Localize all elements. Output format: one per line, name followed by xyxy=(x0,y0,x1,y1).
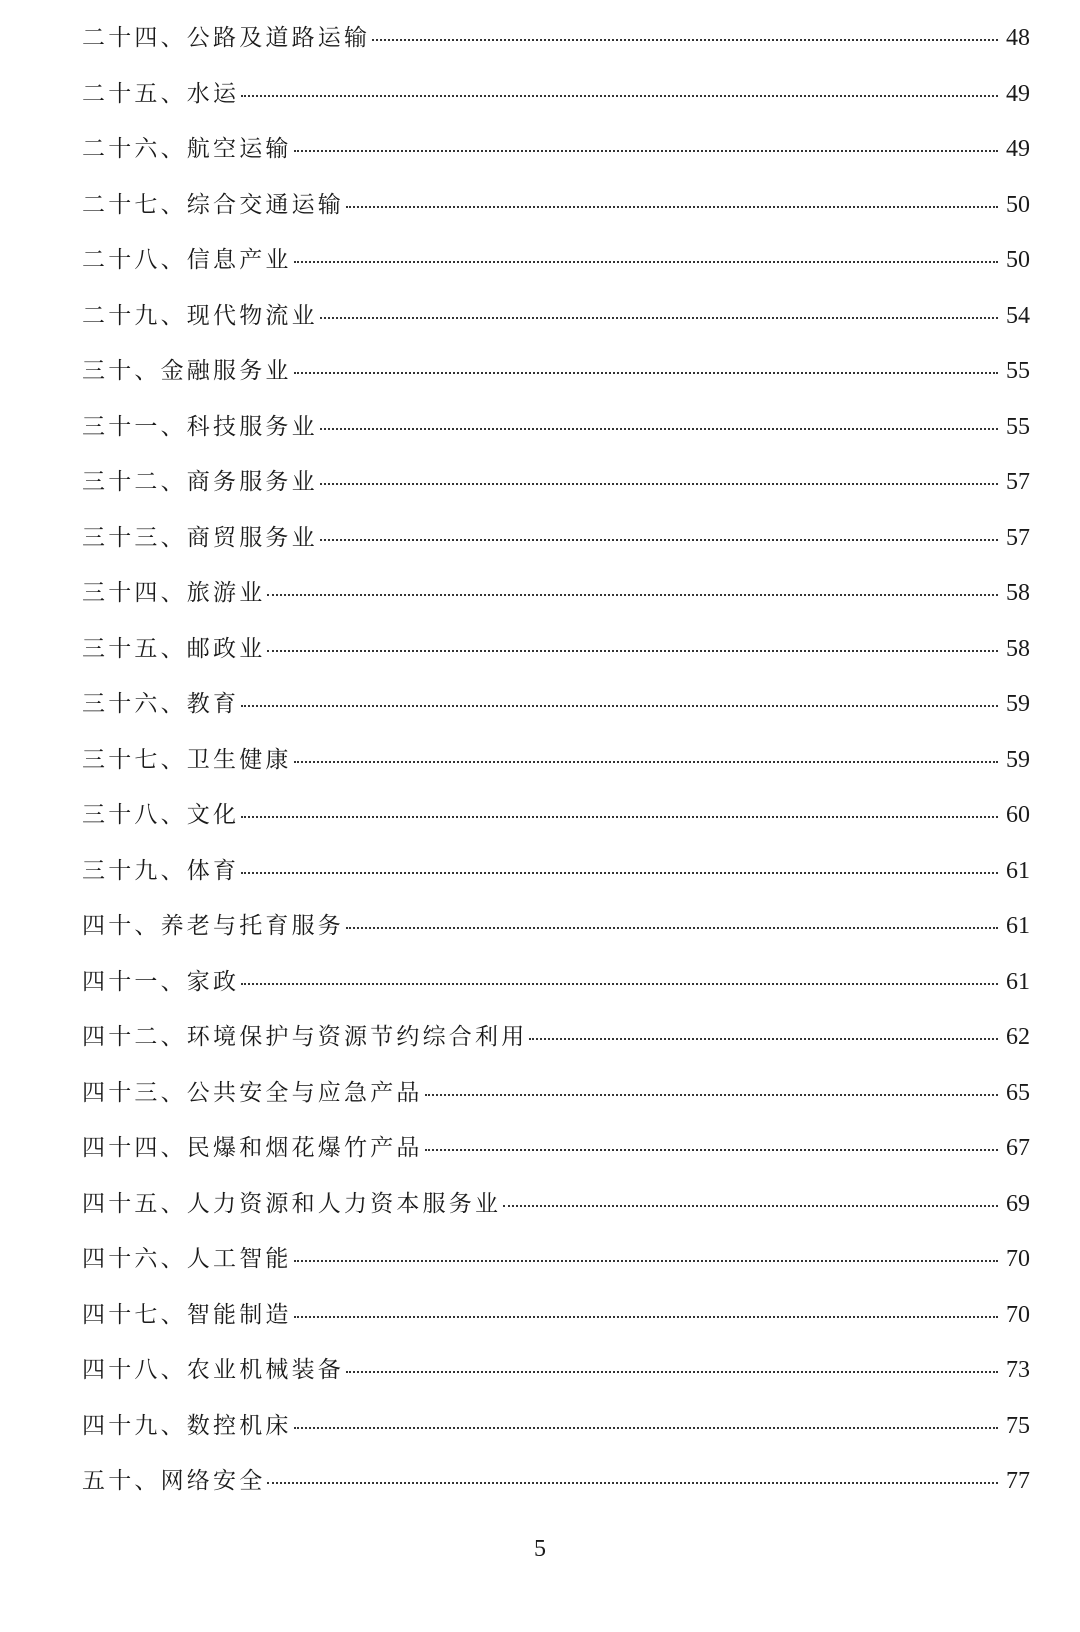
toc-entry-title: 二十四、公路及道路运输 xyxy=(82,25,371,51)
toc-entry[interactable] xyxy=(82,677,1030,733)
toc-entry-page: 50 xyxy=(1006,191,1030,218)
toc-entry-title: 四十、养老与托育服务 xyxy=(82,913,344,939)
toc-entry-title: 三十五、邮政业 xyxy=(82,635,266,662)
dot-leader xyxy=(320,483,998,485)
dot-leader xyxy=(267,594,998,596)
toc-entry-page: 70 xyxy=(1006,1301,1030,1328)
toc-entry[interactable] xyxy=(82,455,1030,511)
toc-entry-title: 二十七、综合交通运输 xyxy=(82,191,344,218)
toc-entry-page: 77 xyxy=(1006,1468,1030,1494)
toc-entry[interactable] xyxy=(82,122,1030,178)
toc-entry-title: 三十七、卫生健康 xyxy=(82,746,292,773)
dot-leader xyxy=(346,1371,998,1373)
dot-leader xyxy=(294,261,998,263)
toc-entry[interactable] xyxy=(82,622,1030,678)
dot-leader xyxy=(320,539,998,541)
toc-entry-page: 61 xyxy=(1006,913,1030,939)
toc-entry-page: 49 xyxy=(1006,136,1030,162)
toc-entry-title: 三十二、商务服务业 xyxy=(82,469,318,495)
dot-leader xyxy=(267,1482,998,1484)
dot-leader xyxy=(241,816,998,818)
toc-entry-page: 67 xyxy=(1006,1135,1030,1161)
toc-entry[interactable] xyxy=(82,178,1030,234)
toc-entry-title: 四十四、民爆和烟花爆竹产品 xyxy=(82,1135,423,1161)
toc-entry[interactable] xyxy=(82,1232,1030,1288)
dot-leader xyxy=(267,650,998,652)
dot-leader xyxy=(425,1094,998,1096)
toc-entry-title: 四十七、智能制造 xyxy=(82,1301,292,1328)
toc-entry[interactable] xyxy=(82,1177,1030,1233)
dot-leader xyxy=(529,1038,998,1040)
toc-entry-title: 四十二、环境保护与资源节约综合利用 xyxy=(82,1024,528,1050)
toc-entry-page: 49 xyxy=(1006,80,1030,107)
toc-entry[interactable] xyxy=(82,511,1030,567)
toc-entry-page: 58 xyxy=(1006,580,1030,606)
toc-entry-page: 48 xyxy=(1006,25,1030,51)
toc-entry[interactable] xyxy=(82,566,1030,622)
toc-entry[interactable] xyxy=(82,289,1030,345)
toc-entry-title: 五十、网络安全 xyxy=(82,1468,266,1494)
toc-entry[interactable] xyxy=(82,1343,1030,1399)
toc-entry-title: 三十一、科技服务业 xyxy=(82,413,318,440)
toc-entry-title: 三十九、体育 xyxy=(82,857,240,884)
toc-entry-page: 69 xyxy=(1006,1190,1030,1217)
toc-entry-page: 61 xyxy=(1006,857,1030,884)
toc-entry[interactable] xyxy=(82,733,1030,789)
toc-entry-page: 59 xyxy=(1006,746,1030,773)
toc-entry-title: 二十九、现代物流业 xyxy=(82,302,318,329)
toc-entry-page: 62 xyxy=(1006,1024,1030,1050)
toc-entry-title: 三十四、旅游业 xyxy=(82,580,266,606)
toc-entry-title: 四十三、公共安全与应急产品 xyxy=(82,1079,423,1106)
toc-entry[interactable] xyxy=(82,344,1030,400)
toc-entry[interactable] xyxy=(82,788,1030,844)
toc-entry-page: 65 xyxy=(1006,1079,1030,1106)
toc-entry-page: 60 xyxy=(1006,802,1030,828)
toc-entry-page: 57 xyxy=(1006,524,1030,551)
toc-entry-title: 四十五、人力资源和人力资本服务业 xyxy=(82,1190,502,1217)
toc-entry-title: 四十一、家政 xyxy=(82,968,240,995)
toc-entry[interactable] xyxy=(82,1010,1030,1066)
toc-entry-title: 四十六、人工智能 xyxy=(82,1246,292,1272)
toc-entry-page: 73 xyxy=(1006,1357,1030,1383)
dot-leader xyxy=(241,705,998,707)
dot-leader xyxy=(294,1260,998,1262)
toc-entry-page: 70 xyxy=(1006,1246,1030,1272)
toc-entry-title: 三十三、商贸服务业 xyxy=(82,524,318,551)
page-number: 5 xyxy=(534,1536,546,1562)
dot-leader xyxy=(346,206,998,208)
dot-leader xyxy=(241,95,998,97)
toc-entry[interactable] xyxy=(82,233,1030,289)
toc-entry[interactable] xyxy=(82,955,1030,1011)
toc-entry-title: 三十、金融服务业 xyxy=(82,358,292,384)
dot-leader xyxy=(320,317,998,319)
toc-entry[interactable] xyxy=(82,1066,1030,1122)
dot-leader xyxy=(294,372,998,374)
toc-entry[interactable] xyxy=(82,400,1030,456)
table-of-contents xyxy=(82,11,1030,1510)
toc-entry[interactable] xyxy=(82,1121,1030,1177)
toc-entry-page: 61 xyxy=(1006,968,1030,995)
dot-leader xyxy=(294,1427,998,1429)
toc-entry-page: 75 xyxy=(1006,1412,1030,1439)
dot-leader xyxy=(241,872,998,874)
toc-entry-title: 二十五、水运 xyxy=(82,80,240,107)
toc-entry[interactable] xyxy=(82,11,1030,67)
toc-entry-page: 55 xyxy=(1006,413,1030,440)
toc-entry-title: 三十八、文化 xyxy=(82,802,240,828)
toc-entry-title: 四十八、农业机械装备 xyxy=(82,1357,344,1383)
toc-entry-title: 四十九、数控机床 xyxy=(82,1412,292,1439)
dot-leader xyxy=(294,1316,998,1318)
toc-entry[interactable] xyxy=(82,67,1030,123)
toc-entry-page: 58 xyxy=(1006,635,1030,662)
toc-entry-page: 54 xyxy=(1006,302,1030,329)
dot-leader xyxy=(503,1205,998,1207)
dot-leader xyxy=(241,983,998,985)
toc-entry[interactable] xyxy=(82,1399,1030,1455)
dot-leader xyxy=(294,150,998,152)
toc-entry-page: 50 xyxy=(1006,247,1030,273)
toc-entry-page: 59 xyxy=(1006,691,1030,717)
dot-leader xyxy=(320,428,998,430)
dot-leader xyxy=(372,39,998,41)
toc-entry[interactable] xyxy=(82,899,1030,955)
toc-entry[interactable] xyxy=(82,1288,1030,1344)
dot-leader xyxy=(425,1149,998,1151)
dot-leader xyxy=(346,927,998,929)
dot-leader xyxy=(294,761,998,763)
toc-entry[interactable] xyxy=(82,844,1030,900)
toc-entry[interactable] xyxy=(82,1454,1030,1510)
toc-entry-title: 二十六、航空运输 xyxy=(82,136,292,162)
toc-entry-page: 55 xyxy=(1006,358,1030,384)
toc-entry-title: 三十六、教育 xyxy=(82,691,240,717)
toc-entry-title: 二十八、信息产业 xyxy=(82,247,292,273)
toc-entry-page: 57 xyxy=(1006,469,1030,495)
